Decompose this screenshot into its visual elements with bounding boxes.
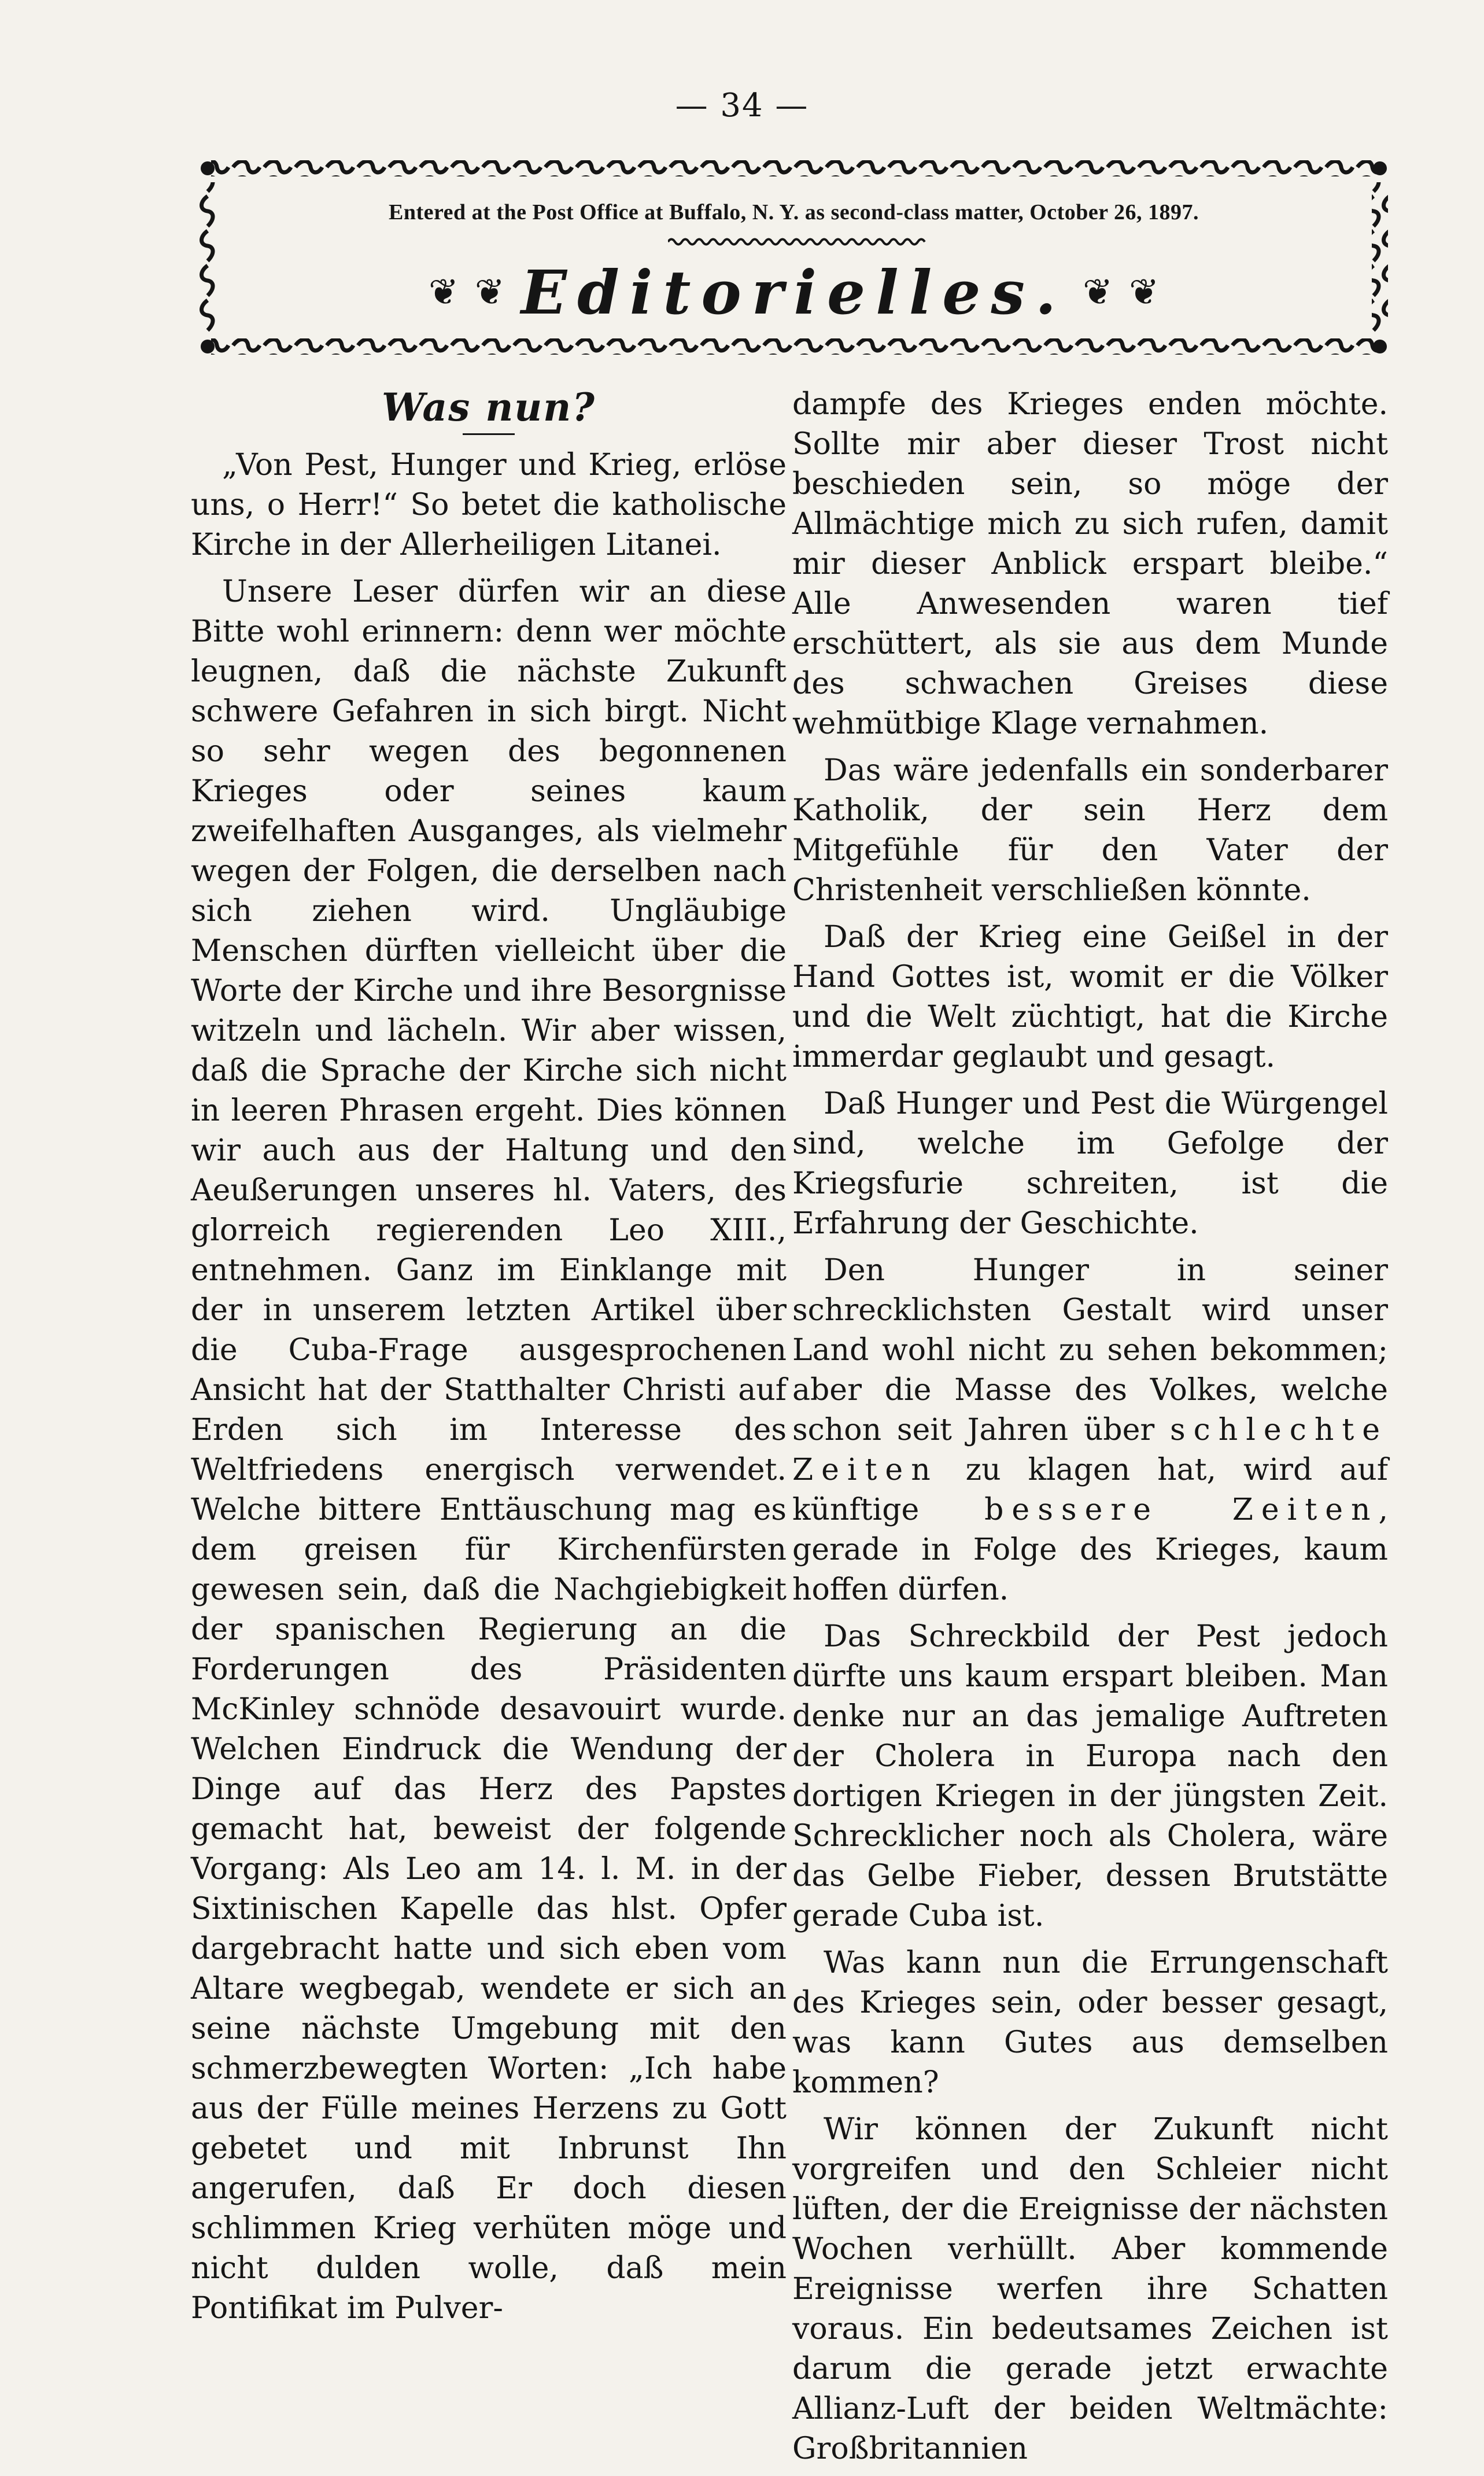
title-rule: [463, 433, 515, 435]
paragraph: Daß der Krieg eine Geißel in der Hand Gottes ist, womit er die Völker und die Welt züchtigt, hat die Kirche immerdar geglaubt und gesagt.: [792, 920, 1388, 1074]
fleuron-icon: ❦: [1129, 271, 1160, 313]
paragraph: Daß Hunger und Pest die Würgengel sind, welche im Gefolge der Kriegsfurie schreiten, ist die Erfahrung der Geschichte.: [792, 1086, 1388, 1241]
paragraph: Das wäre jedenfalls ein sonderbarer Katholik, der sein Herz dem Mitgefühle für den Vater der Christenheit verschließen könnte.: [792, 753, 1388, 908]
spaced-emphasis: schlechte Zeiten: [792, 1413, 1388, 1487]
masthead-box: [200, 159, 1388, 356]
wavy-rule: [668, 235, 928, 248]
spaced-emphasis: bessere Zeiten: [984, 1493, 1379, 1527]
paragraph-text: , gerade in Folge des Krieges, kaum hoffen dürfen.: [792, 1493, 1389, 1607]
paragraph: Was kann nun die Errungenschaft des Krieges sein, oder besser gesagt, was kann Gutes aus demselben kommen?: [792, 1946, 1388, 2100]
fleuron-icon: ❦: [428, 271, 459, 313]
article-title: Was nun?: [382, 385, 596, 430]
paragraph-text: Den Hunger in seiner schrecklichsten Gestalt wird unser Land wohl nicht zu sehen bekommen; aber die Masse des Volkes, welche schon seit Jahren über: [792, 1253, 1388, 1447]
paragraph: Unsere Leser dürfen wir an diese Bitte wohl erinnern: denn wer möchte leugnen, daß die nächste Zukunft schwere Gefahren in sich birgt. Nicht so sehr wegen des begonnenen Krieges oder seines kaum zweifelhaften Ausganges, als vielmehr wegen der Folgen, die derselben nach sich ziehen wird. Ungläubige Menschen dürften vielleicht über die Worte der Kirche und ihre Besorgnisse witzeln und lächeln. Wir aber wissen, daß die Sprache der Kirche sich nicht in leeren Phrasen ergeht. Dies können wir auch aus der Haltung und den Aeußerungen unseres hl. Vaters, des glorreich regierenden Leo XIII., entnehmen. Ganz im Einklange mit der in unserem letzten Artikel über die Cuba-Frage ausgesprochenen Ansicht hat der Statthalter Christi auf Erden sich im Interesse des Weltfriedens energisch verwendet. Welche bittere Enttäuschung mag es dem greisen für Kirchenfürsten gewesen sein, daß die Nachgiebigkeit der spanischen Regierung an die Forderungen des Präsidenten McKinley schnöde desavouirt wurde. Welchen Eindruck die Wendung der Dinge auf das Herz des Papstes gemacht hat, beweist der folgende Vorgang: Als Leo am 14. l. M. in der Sixtinischen Kapelle das hlst. Opfer dargebracht hatte und sich eben vom Altare wegbegab, wendete er sich an seine nächste Umgebung mit den schmerzbewegten Worten: „Ich habe aus der Fülle meines Herzens zu Gott gebetet und mit Inbrunst Ihn angerufen, daß Er doch diesen schlimmen Krieg verhüten möge und nicht dulden wolle, daß mein Pontifikat im Pulver-: [191, 574, 787, 2326]
masthead-row: [200, 257, 1388, 327]
page-number: — 34 —: [675, 87, 809, 124]
paragraph-text: zu klagen hat, wird auf künftige: [792, 1453, 1389, 1527]
paragraph: dampfe des Krieges enden möchte. Sollte mir aber dieser Trost nicht beschieden sein, so möge der Allmächtige mich zu sich rufen, damit mir dieser Anblick erspart bleibe.“ Alle Anwesenden waren tief erschüttert, als sie aus dem Munde des schwachen Greises diese wehmütbige Klage vernahmen.: [792, 387, 1388, 741]
fleuron-icon: ❦: [474, 271, 505, 313]
paragraph: „Von Pest, Hunger und Krieg, erlöse uns, o Herr!“ So betet die katholische Kirche in der Allerheiligen Litanei.: [191, 448, 787, 562]
paragraph: Wir können der Zukunft nicht vorgreifen und den Schleier nicht lüften, der die Ereignisse der nächsten Wochen verhüllt. Aber kommende Ereignisse werfen ihre Schatten voraus. Ein bedeutsames Zeichen ist darum die gerade jetzt erwachte Allianz-Luft der beiden Weltmächte: Großbritannien: [792, 2112, 1388, 2466]
paragraph: [792, 1251, 1388, 1610]
left-column: [191, 382, 787, 2335]
paragraph: Das Schreckbild der Pest jedoch dürfte uns kaum erspart bleiben. Man denke nur an das jemalige Auftreten der Cholera in Europa nach den dortigen Kriegen in der jüngsten Zeit. Schrecklicher noch als Cholera, wäre das Gelbe Fieber, dessen Brutstätte gerade Cuba ist.: [792, 1619, 1388, 1933]
right-column: [792, 385, 1388, 2476]
entered-notice: Entered at the Post Office at Buffalo, N. Y. as second-class matter, October 26, 1897.: [389, 200, 1199, 224]
fleuron-icon: ❦: [1083, 271, 1113, 313]
masthead-title: Editorielles.: [520, 256, 1067, 328]
